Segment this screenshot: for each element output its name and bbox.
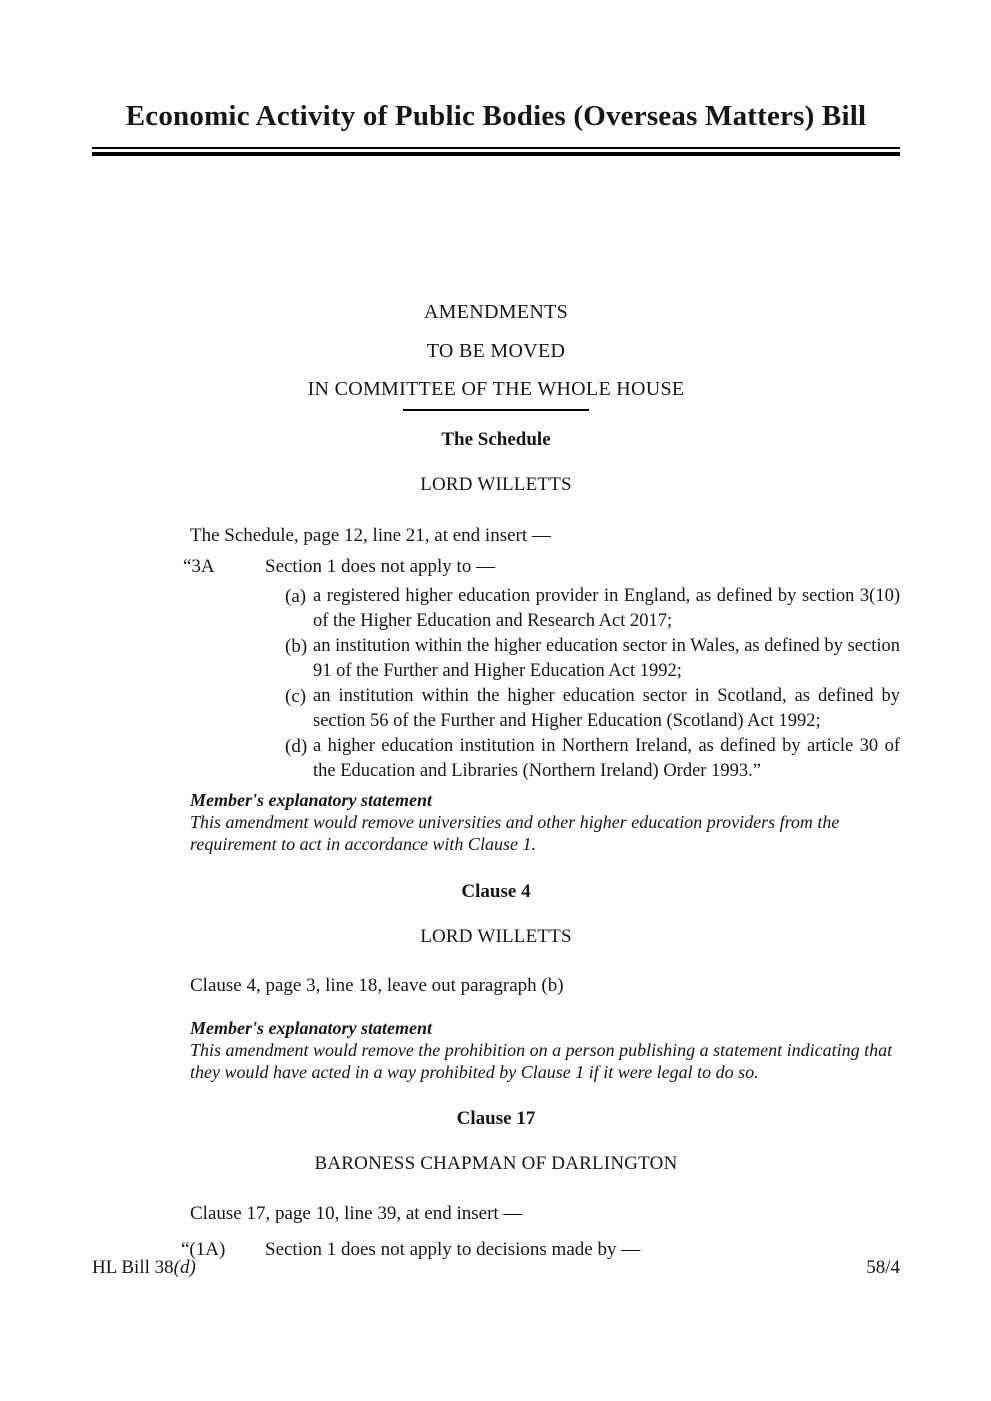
instruction-clause-17: Clause 17, page 10, line 39, at end insert — bbox=[190, 1203, 523, 1224]
explanatory-heading-1: Member's explanatory statement bbox=[190, 790, 432, 810]
footer-bill-number: HL Bill 38 bbox=[92, 1257, 174, 1278]
item-text-b: an institution within the higher education sector in Wales, as defined by section 91 of the Further and Higher Education Act 1992; bbox=[313, 636, 900, 681]
footer-bill-suffix: (d) bbox=[173, 1257, 196, 1278]
amendment-items bbox=[190, 584, 900, 784]
instruction-clause-4: Clause 4, page 3, line 18, leave out paragraph (b) bbox=[190, 975, 564, 996]
explanatory-statement-1 bbox=[190, 789, 900, 855]
amendment-lead-text-1a: Section 1 does not apply to decisions made by — bbox=[265, 1239, 641, 1260]
explanatory-text-2: This amendment would remove the prohibition on a person publishing a statement indicating that they would have acted in a way prohibited by Clause 1 if it were legal to do so. bbox=[190, 1040, 893, 1082]
amendment-item-a bbox=[285, 584, 900, 634]
item-text-a: a registered higher education provider in England, as defined by section 3(10) of the Higher Education and Research Act 2017; bbox=[313, 586, 900, 631]
section-heading-clause-17: Clause 17 bbox=[456, 1108, 536, 1129]
title-double-rule bbox=[92, 147, 900, 156]
page-footer bbox=[92, 1257, 900, 1279]
item-label-c: (c) bbox=[285, 686, 307, 707]
amendment-item-c bbox=[285, 684, 900, 734]
item-text-c: an institution within the higher education sector in Scotland, as defined by section 56 of the Further and Higher Education (Scotland) Act 1992; bbox=[313, 686, 900, 731]
item-label-a: (a) bbox=[285, 586, 307, 607]
footer-session-number: 58/4 bbox=[866, 1257, 900, 1278]
explanatory-heading-2: Member's explanatory statement bbox=[190, 1018, 432, 1038]
mover-name-baroness-chapman: BARONESS CHAPMAN OF DARLINGTON bbox=[314, 1153, 678, 1174]
item-text-d: a higher education institution in Northern Ireland, as defined by article 30 of the Education and Libraries (Northern Ireland) Order 1993.” bbox=[313, 736, 900, 781]
amendment-item-d bbox=[285, 734, 900, 784]
amendment-lead-text: Section 1 does not apply to — bbox=[265, 556, 496, 577]
committee-rule bbox=[403, 409, 589, 411]
mover-name-lord-willetts-2: LORD WILLETTS bbox=[420, 926, 572, 947]
heading-committee: IN COMMITTEE OF THE WHOLE HOUSE bbox=[307, 378, 685, 400]
amendment-number: “3A bbox=[183, 556, 215, 577]
item-label-d: (d) bbox=[285, 736, 308, 757]
mover-name-lord-willetts: LORD WILLETTS bbox=[420, 474, 572, 495]
amendment-lead-row bbox=[183, 554, 900, 579]
heading-to-be-moved: TO BE MOVED bbox=[426, 340, 566, 362]
item-label-b: (b) bbox=[285, 636, 308, 657]
section-heading-the-schedule: The Schedule bbox=[441, 429, 551, 450]
bill-title: Economic Activity of Public Bodies (Overseas Matters) Bill bbox=[125, 100, 867, 132]
section-heading-clause-4: Clause 4 bbox=[461, 881, 531, 902]
explanatory-statement-2 bbox=[190, 1017, 900, 1083]
amendment-item-b bbox=[285, 634, 900, 684]
explanatory-text-1: This amendment would remove universities and other higher education providers from the requirement to act in accordance with Clause 1. bbox=[190, 812, 840, 854]
footer-bill-reference bbox=[92, 1257, 196, 1279]
heading-amendments: AMENDMENTS bbox=[423, 301, 569, 323]
amendment-number-1a: “(1A) bbox=[181, 1239, 226, 1260]
instruction-schedule: The Schedule, page 12, line 21, at end insert — bbox=[190, 525, 551, 546]
amendment-3a bbox=[183, 554, 900, 784]
